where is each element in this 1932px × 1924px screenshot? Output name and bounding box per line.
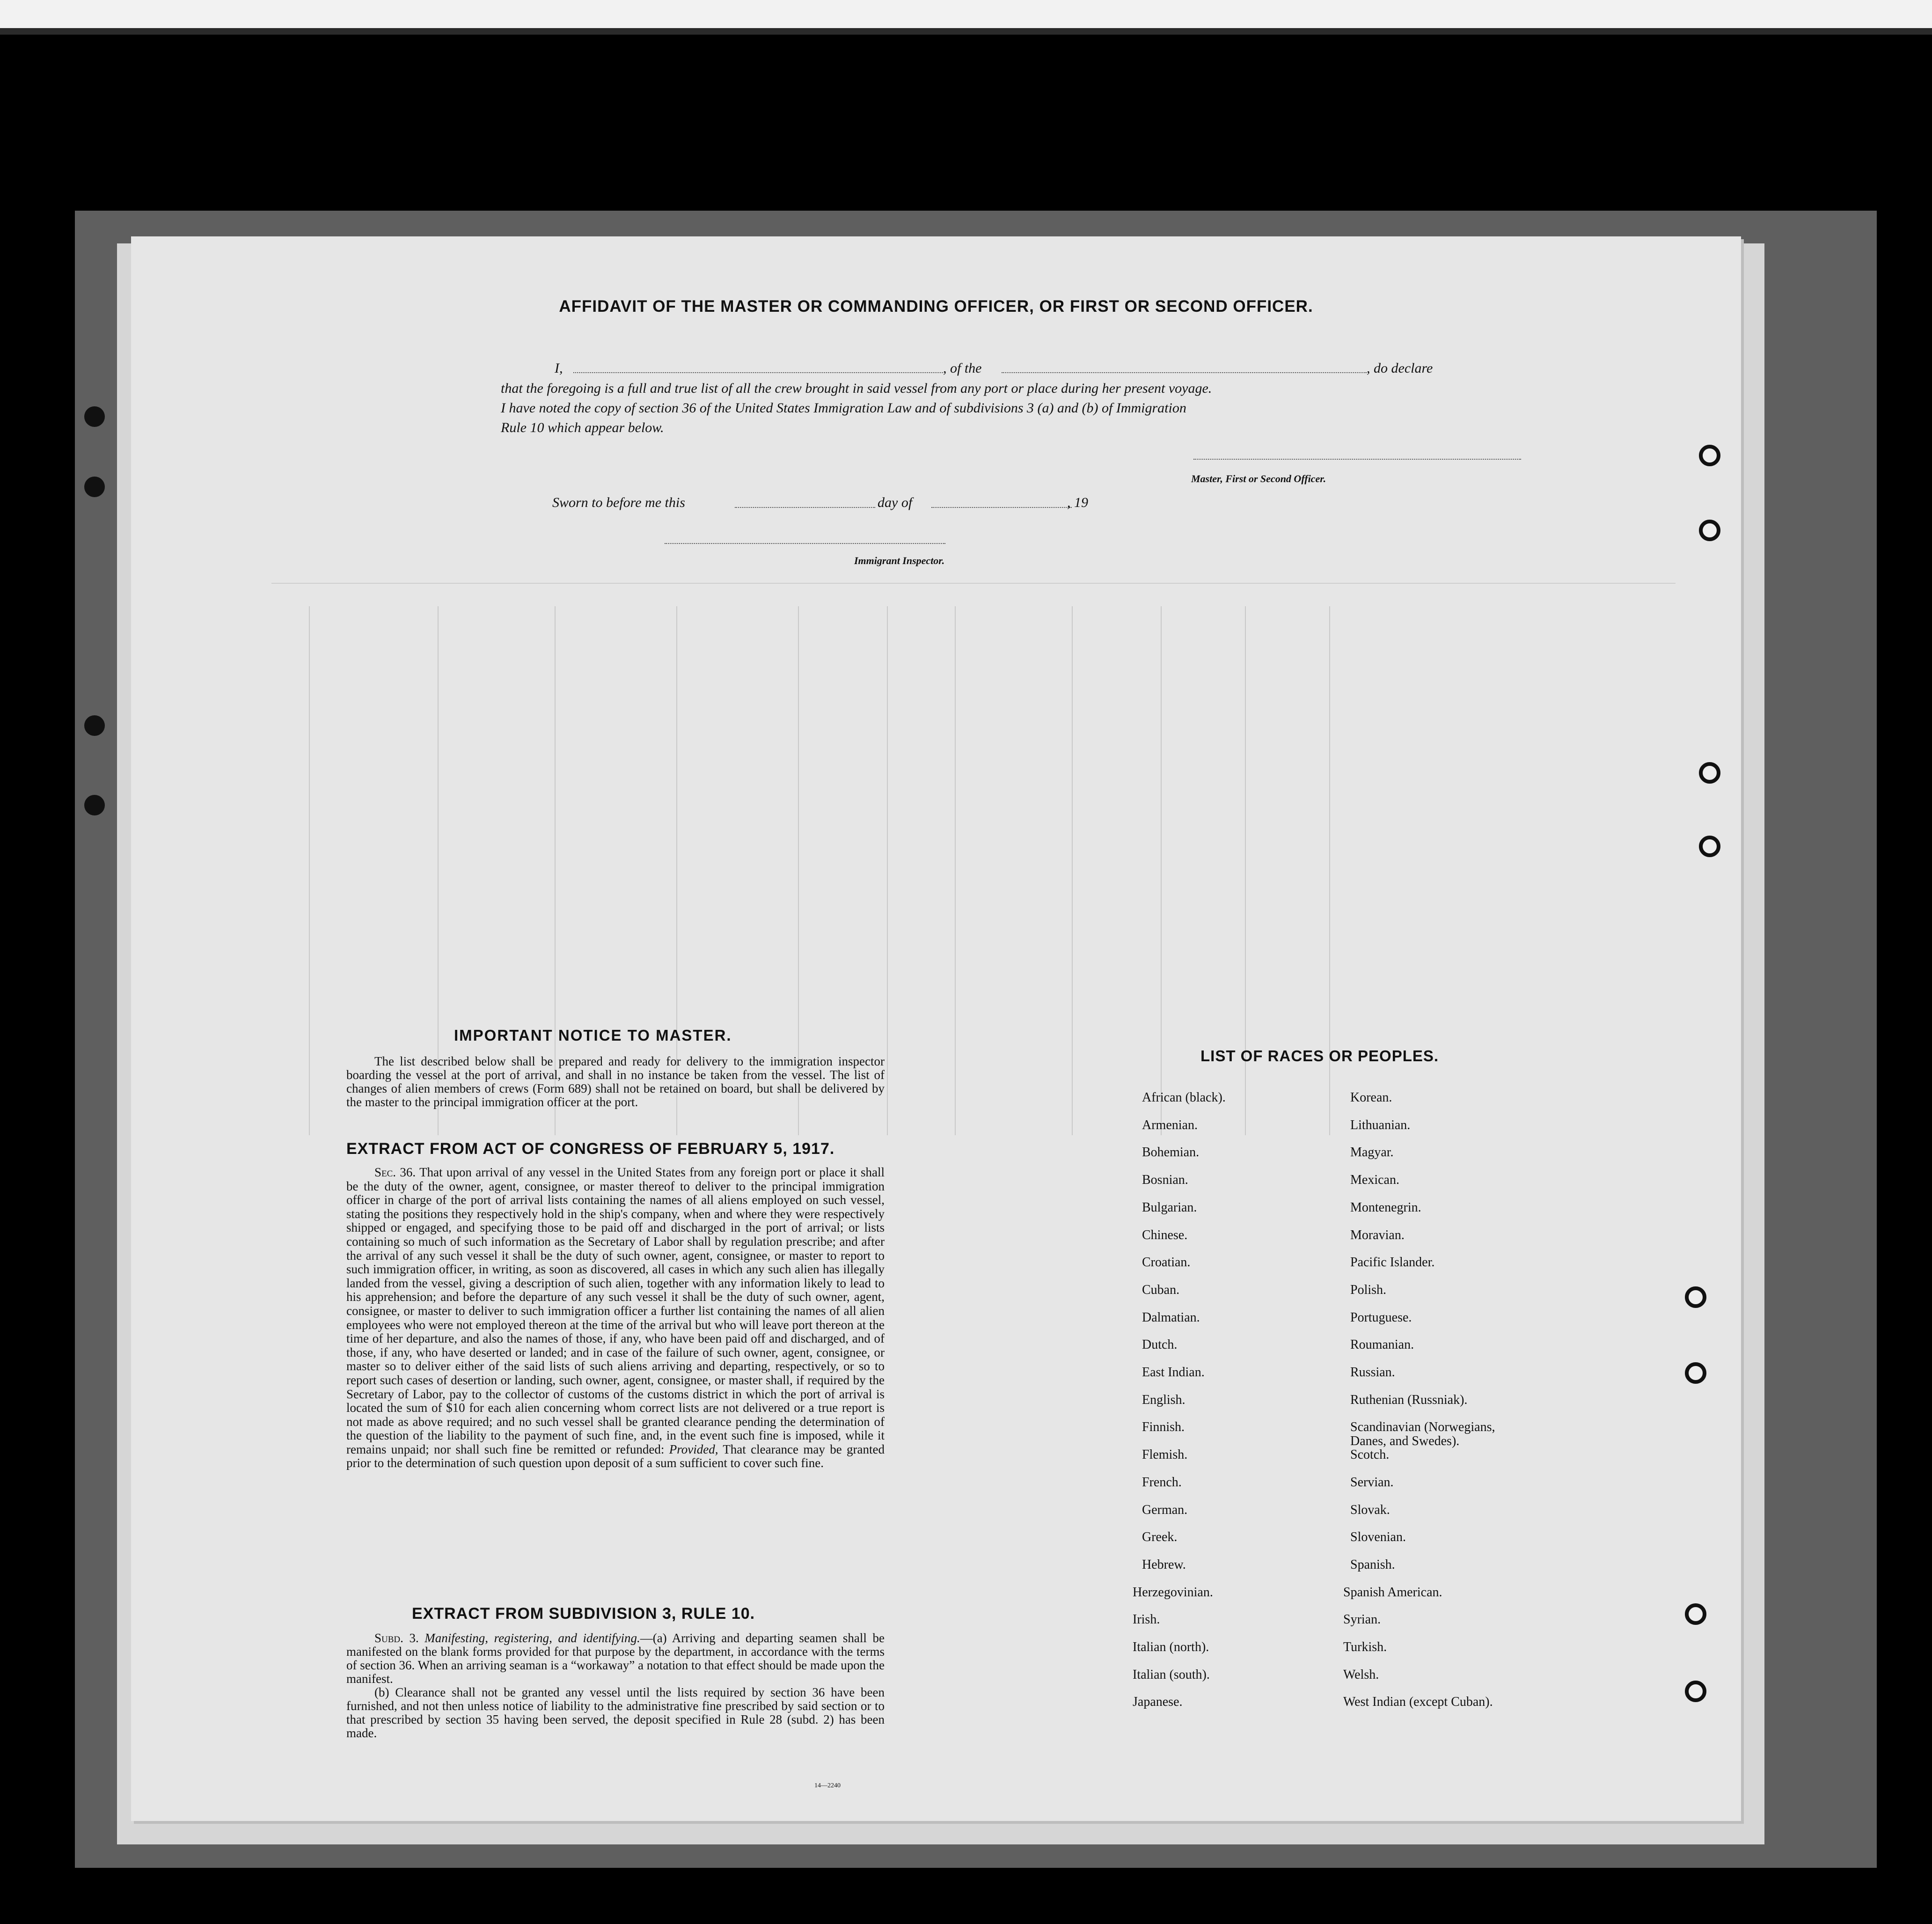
race-item: Scotch. — [1350, 1447, 1390, 1462]
race-item: Herzegovinian. — [1133, 1585, 1213, 1600]
inspector-caption: Immigrant Inspector. — [854, 555, 945, 566]
race-item: East Indian. — [1142, 1365, 1205, 1380]
binder-hole — [1685, 1362, 1706, 1384]
race-item: Armenian. — [1142, 1117, 1198, 1132]
sworn-day-blank — [735, 507, 875, 508]
race-item: Portuguese. — [1350, 1310, 1412, 1325]
bleed-line — [955, 606, 956, 1135]
race-item: Russian. — [1350, 1365, 1395, 1380]
race-item: Montenegrin. — [1350, 1200, 1421, 1215]
form-number: 14—2240 — [814, 1782, 841, 1789]
race-item: Magyar. — [1350, 1145, 1394, 1160]
race-item: West Indian (except Cuban). — [1343, 1695, 1493, 1710]
race-item: Ruthenian (Russniak). — [1350, 1392, 1468, 1407]
race-item: Chinese. — [1142, 1227, 1188, 1242]
scan-top-margin — [0, 0, 1932, 28]
manifest-page — [131, 236, 1741, 1821]
binder-hole — [1699, 836, 1720, 857]
race-item: Turkish. — [1343, 1640, 1387, 1654]
vessel-blank — [1002, 372, 1367, 373]
affidavit-line-3: I have noted the copy of section 36 of the United States Immigration Law and of subdivisions 3 (a) and (b) of Immigration — [501, 400, 1186, 416]
binder-hole — [84, 477, 105, 497]
provided-word: Provided, — [669, 1442, 718, 1456]
affidavit-of-the: , of the — [943, 360, 982, 376]
race-item: Mexican. — [1350, 1173, 1399, 1188]
race-item: Slovak. — [1350, 1502, 1390, 1517]
binder-hole — [84, 715, 105, 736]
race-item: Italian (south). — [1133, 1667, 1210, 1682]
inspector-blank — [665, 543, 945, 544]
race-item: Bohemian. — [1142, 1145, 1200, 1160]
bleed-line — [309, 606, 310, 1135]
race-item: Moravian. — [1350, 1227, 1405, 1242]
race-item: Bosnian. — [1142, 1173, 1188, 1188]
binder-hole — [1699, 762, 1720, 784]
day-of-label: day of — [878, 495, 913, 510]
affidavit-line-4: Rule 10 which appear below. — [501, 420, 664, 435]
subdivision-title: Manifesting, registering, and identifying. — [424, 1631, 640, 1645]
binder-hole — [1699, 445, 1720, 466]
race-item: Bulgarian. — [1142, 1200, 1197, 1215]
bleed-line — [1161, 606, 1162, 1135]
races-heading: LIST OF RACES OR PEOPLES. — [1200, 1047, 1439, 1065]
scan-edge-line — [0, 28, 1932, 35]
race-item: English. — [1142, 1392, 1186, 1407]
notice-heading: IMPORTANT NOTICE TO MASTER. — [454, 1027, 732, 1044]
affidavit-i: I, — [555, 360, 563, 376]
race-item: Servian. — [1350, 1475, 1394, 1490]
race-item: Cuban. — [1142, 1282, 1180, 1297]
extract-act-heading: EXTRACT FROM ACT OF CONGRESS OF FEBRUARY 5, 1917. — [346, 1140, 835, 1158]
race-item: Syrian. — [1343, 1612, 1381, 1627]
name-blank — [573, 372, 943, 373]
affidavit-declare: , do declare — [1367, 360, 1433, 376]
year-label: , 19 — [1067, 495, 1088, 510]
race-item: German. — [1142, 1502, 1188, 1517]
section-label: Sec. 36. — [374, 1165, 416, 1179]
race-item: Dalmatian. — [1142, 1310, 1200, 1325]
race-item: Pacific Islander. — [1350, 1255, 1435, 1270]
bleed-line — [887, 606, 888, 1135]
race-item: Welsh. — [1343, 1667, 1379, 1682]
race-item: Flemish. — [1142, 1447, 1188, 1462]
race-item: Dutch. — [1142, 1337, 1178, 1352]
extract-act-text — [346, 1166, 885, 1470]
race-item: Polish. — [1350, 1282, 1387, 1297]
race-item: Hebrew. — [1142, 1557, 1186, 1572]
sworn-label: Sworn to before me this — [552, 495, 685, 510]
subdivision-label: Subd. 3. — [374, 1631, 419, 1645]
race-item: Spanish. — [1350, 1557, 1395, 1572]
binder-hole — [1685, 1286, 1706, 1308]
notice-paragraph: The list described below shall be prepared and ready for delivery to the immigration inspector boarding the vessel at the port of arrival, and shall in no instance be taken from the vessel. The list of changes of alien members of crews (Form 689) shall not be retained on board, but shall be delivered by the master to the principal immigration officer at the port. — [346, 1054, 885, 1109]
race-item: Croatian. — [1142, 1255, 1191, 1270]
race-item: Italian (north). — [1133, 1640, 1209, 1654]
race-item: Korean. — [1350, 1090, 1392, 1105]
bleed-line — [1072, 606, 1073, 1135]
race-item: Slovenian. — [1350, 1530, 1406, 1545]
binder-hole — [84, 795, 105, 815]
extract-rule-heading: EXTRACT FROM SUBDIVISION 3, RULE 10. — [412, 1605, 755, 1623]
signature-caption: Master, First or Second Officer. — [1191, 473, 1326, 485]
notice-text — [346, 1055, 885, 1109]
signature-blank — [1193, 459, 1521, 460]
subdivision-b-text: (b) Clearance shall not be granted any vessel until the lists required by section 36 have been furnished, and not then unless notice of liability to the administrative fine prescribed by said section or to that prescribed by section 35 having been served, the deposit specified in Rule 28 (subd. 2) has been made. — [346, 1685, 885, 1740]
binder-hole — [1699, 520, 1720, 541]
month-blank — [931, 507, 1072, 508]
binder-hole — [84, 406, 105, 427]
bleed-line — [271, 583, 1676, 584]
affidavit-title: AFFIDAVIT OF THE MASTER OR COMMANDING OFFICER, OR FIRST OR SECOND OFFICER. — [559, 297, 1313, 316]
binder-hole — [1685, 1681, 1706, 1702]
race-item: Japanese. — [1133, 1695, 1183, 1710]
affidavit-line-2: that the foregoing is a full and true list of all the crew brought in said vessel from any port or place during her present voyage. — [501, 381, 1212, 396]
subdivision-a-text: —(a) Arriving and departing seamen shall be manifested on the blank forms provided for that purpose by the department, in accordance with the terms of section 36. When an arriving seaman is a “workaway” a notation to that effect should be made upon the manifest. — [346, 1631, 885, 1686]
race-item: Scandinavian (Norwegians, Danes, and Swedes). — [1350, 1420, 1495, 1449]
extract-rule-text — [346, 1631, 885, 1740]
race-item: Irish. — [1133, 1612, 1160, 1627]
race-item: Spanish American. — [1343, 1585, 1442, 1600]
section-36-text: That upon arrival of any vessel in the United States from any foreign port or place it shall be the duty of the owner, agent, consignee, or master thereof to deliver to the principal immigration officer in charge of the port of arrival lists containing the names of all aliens employed on such vessel, stating the positions they respectively hold in the ship's company, when and where they were respectively shipped or engaged, and specifying those to be paid off and discharged in the port of arrival; or lists containing so much of such information as the Secretary of Labor shall by regulation prescribe; and after the arrival of any such vessel it shall be the duty of such owner, agent, consignee, or master to report to such immigration officer, in writing, as soon as discovered, all cases in which any such alien has illegally landed from the vessel, giving a description of such alien, together with any information likely to lead to his apprehension; and before the departure of any such vessel it shall be the duty of such owner, agent, consignee, or master to deliver to such immigration officer a further list containing the names of all alien employees who were not employed thereon at the time of the arrival but who will leave port thereon at the time of her departure, and also the names of those, if any, who have been paid off and discharged, and of those, if any, who have deserted or landed; and in case of the failure of such owner, agent, consignee, or master so to deliver either of the said lists of such aliens arriving and departing, respectively, or so to report such cases of desertion or landing, such owner, agent, consignee, or master shall, if required by the Secretary of Labor, pay to the collector of customs of the customs district in which the port of arrival is located the sum of $10 for each alien concerning whom correct lists are not delivered or a true report is not made as above required; and no such vessel shall be granted clearance pending the determination of the question of the liability to the payment of such fine, and, in the event such fine is imposed, while it remains unpaid; nor shall such fine be remitted or refunded: — [346, 1165, 885, 1456]
race-item: French. — [1142, 1475, 1182, 1490]
race-item: Lithuanian. — [1350, 1117, 1411, 1132]
race-item: Finnish. — [1142, 1420, 1185, 1435]
race-item: Greek. — [1142, 1530, 1178, 1545]
race-item: African (black). — [1142, 1090, 1226, 1105]
binder-hole — [1685, 1603, 1706, 1625]
section-36-text-end: That clearance may be granted prior to the determination of such question upon deposit of a sum sufficient to cover such fine. — [346, 1442, 885, 1470]
race-item: Roumanian. — [1350, 1337, 1414, 1352]
